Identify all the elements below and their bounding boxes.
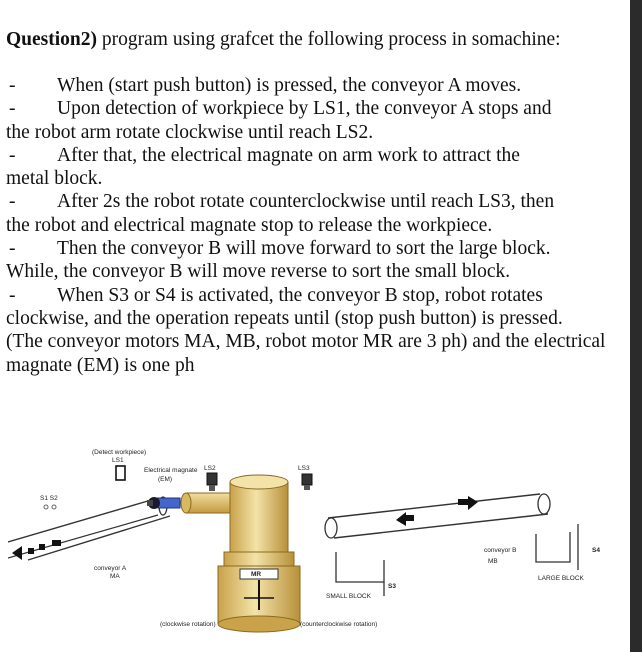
step-3 bbox=[6, 144, 618, 191]
electrical-magnate-label: Electrical magnate bbox=[144, 467, 198, 474]
ls3-sensor-tip bbox=[304, 485, 310, 490]
s2-button-icon bbox=[52, 505, 56, 509]
process-diagram bbox=[8, 440, 620, 650]
step-text-cont: the robot and electrical magnate stop to release the workpiece. bbox=[6, 214, 493, 236]
s3-label: S3 bbox=[388, 583, 396, 590]
step-text: After 2s the robot rotate counterclockwise until reach LS3, then bbox=[57, 191, 555, 213]
clockwise-label: (clockwise rotation) bbox=[160, 621, 216, 628]
em-label: (EM) bbox=[158, 476, 173, 483]
step-1 bbox=[6, 74, 618, 97]
large-block-label: LARGE BLOCK bbox=[538, 575, 584, 582]
mb-label: MB bbox=[488, 558, 498, 565]
bullet-dash: - bbox=[9, 284, 16, 306]
ls2-sensor-icon bbox=[207, 473, 217, 485]
conveyor-a-label: conveyor A bbox=[94, 565, 127, 572]
step-text: Then the conveyor B will move forward to sort the large block. bbox=[57, 238, 551, 260]
small-block-label: SMALL BLOCK bbox=[326, 593, 371, 600]
s1-button-icon bbox=[44, 505, 48, 509]
step-6 bbox=[6, 284, 618, 331]
step-text-cont: clockwise, and the operation repeats until (stop push button) is pressed. bbox=[6, 307, 563, 329]
question-title: program using grafcet the following process in somachine: bbox=[101, 29, 561, 50]
ma-label: MA bbox=[110, 573, 120, 580]
bullet-dash: - bbox=[9, 75, 16, 96]
s4-label: S4 bbox=[592, 547, 600, 554]
conveyor-b-label: conveyor B bbox=[484, 547, 517, 554]
step-text: When S3 or S4 is activated, the conveyor B stop, robot rotates bbox=[57, 284, 543, 306]
detect-workpiece-label: (Detect workpiece) bbox=[92, 449, 147, 456]
large-block-bin bbox=[536, 532, 570, 562]
step-5 bbox=[6, 237, 618, 284]
bullet-dash: - bbox=[9, 98, 16, 120]
ls1-label: LS1 bbox=[112, 457, 124, 464]
question-body bbox=[6, 74, 618, 377]
bullet-dash: - bbox=[9, 238, 16, 260]
step-text: After that, the electrical magnate on arm work to attract the bbox=[57, 144, 520, 166]
ls3-label: LS3 bbox=[298, 465, 310, 472]
conveyor-b bbox=[325, 494, 550, 538]
note-text: (The conveyor motors MA, MB, robot motor MR are 3 ph) and the electrical magnate (EM) is one ph bbox=[6, 331, 606, 376]
question-heading bbox=[6, 28, 561, 52]
mr-label: MR bbox=[251, 571, 262, 578]
robot-arm bbox=[147, 475, 300, 632]
small-block-bin bbox=[336, 552, 384, 582]
window-edge bbox=[630, 0, 642, 652]
s1s2-label: S1 S2 bbox=[40, 495, 58, 502]
ls3-sensor-icon bbox=[302, 474, 312, 485]
bullet-dash: - bbox=[9, 191, 16, 213]
step-text-cont: the robot arm rotate clockwise until reach LS2. bbox=[6, 121, 374, 143]
bullet-dash: - bbox=[9, 144, 16, 166]
counterclockwise-label: (counterclockwise rotation) bbox=[300, 621, 378, 628]
step-4 bbox=[6, 190, 618, 237]
motor-note bbox=[6, 330, 618, 377]
ls2-sensor-tip bbox=[209, 485, 215, 491]
step-text-cont: While, the conveyor B will move reverse to sort the small block. bbox=[6, 261, 511, 283]
question-label: Question2) bbox=[6, 29, 98, 50]
step-text: Upon detection of workpiece by LS1, the conveyor A stops and bbox=[57, 98, 552, 120]
ls1-sensor-icon bbox=[116, 466, 125, 480]
step-text: When (start push button) is pressed, the conveyor A moves. bbox=[57, 75, 522, 96]
step-text-cont: metal block. bbox=[6, 168, 103, 190]
conveyor-b-direction-icon bbox=[396, 496, 478, 526]
step-2 bbox=[6, 97, 618, 144]
ls2-label: LS2 bbox=[204, 465, 216, 472]
